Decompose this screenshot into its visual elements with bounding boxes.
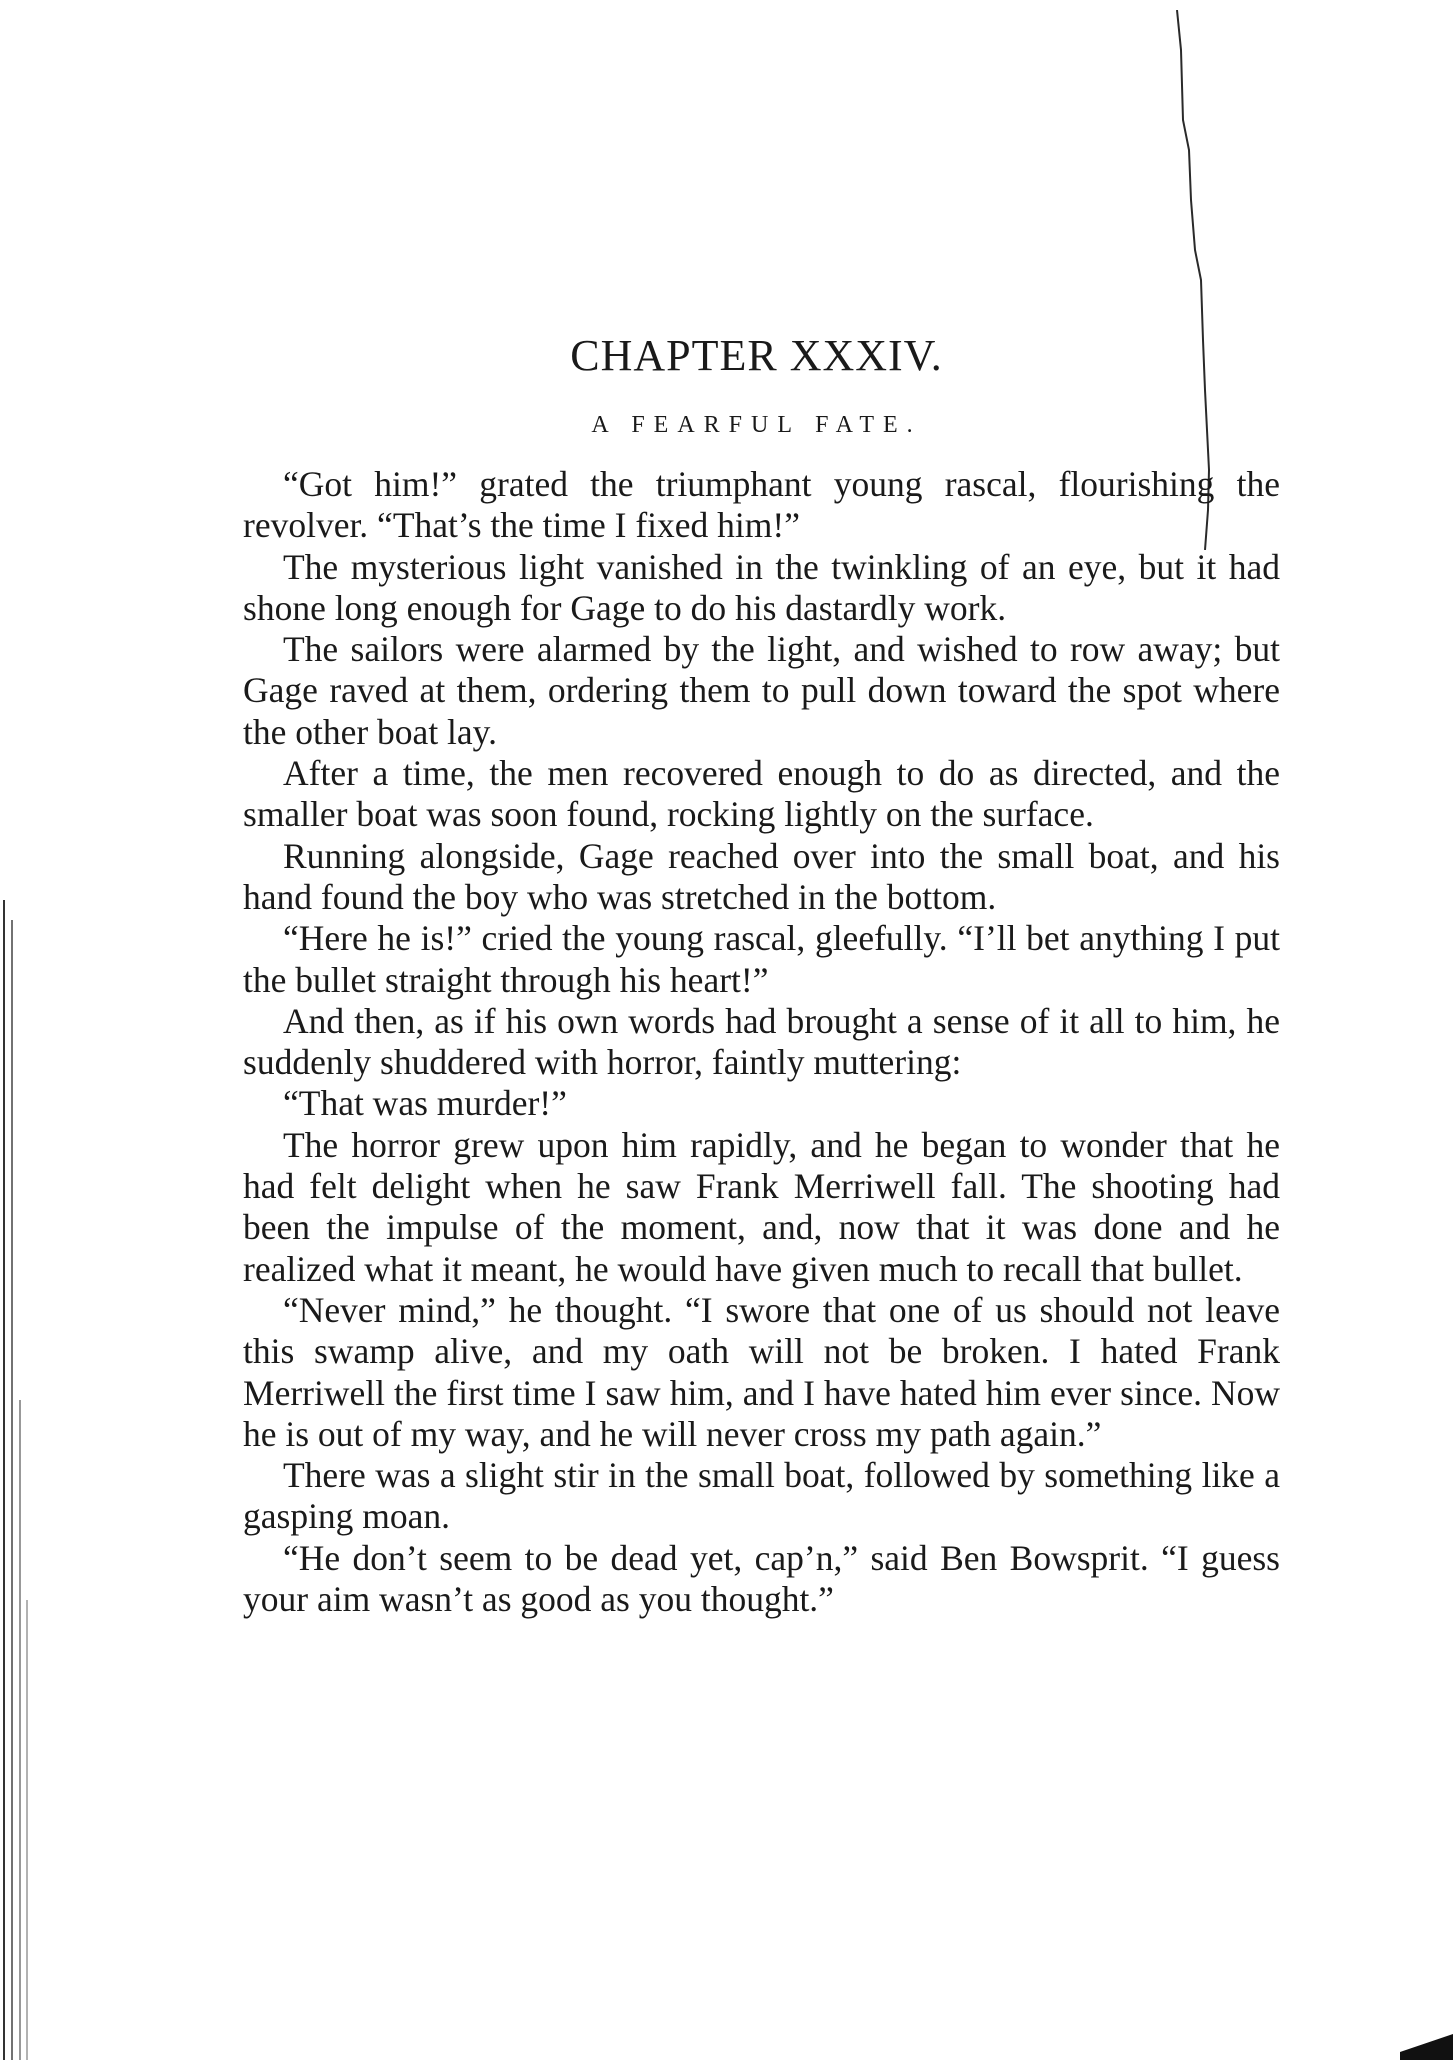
paragraph: “Got him!” grated the triumphant young rascal, flourishing the revolver. “That’s the time I fixed him!” [243, 464, 1280, 546]
scan-binding-edge [0, 900, 40, 2060]
chapter-subtitle: A FEARFUL FATE. [591, 412, 922, 438]
paragraph: After a time, the men recovered enough to do as directed, and the smaller boat was soon found, rocking lightly on the surface. [243, 753, 1280, 835]
paragraph: “That was murder!” [283, 1083, 567, 1124]
page-corner-mark [1390, 2020, 1453, 2060]
paragraph: The mysterious light vanished in the twinkling of an eye, but it had shone long enough for Gage to do his dastardly work. [243, 546, 1280, 628]
paragraph: The sailors were alarmed by the light, and wished to row away; but Gage raved at them, ordering them to pull down toward the spot where the other boat lay. [243, 629, 1280, 752]
paragraph: There was a slight stir in the small boat, followed by something like a gasping moan. [243, 1455, 1280, 1537]
paragraph: “Here he is!” cried the young rascal, gleefully. “I’ll bet anything I put the bullet straight through his heart!” [243, 918, 1280, 1000]
paragraph: And then, as if his own words had brought a sense of it all to him, he suddenly shuddered with horror, faintly muttering: [243, 1000, 1280, 1083]
chapter-heading: CHAPTER XXXIV. [570, 331, 943, 380]
paragraph: “He don’t seem to be dead yet, cap’n,” said Ben Bowsprit. “I guess your aim wasn’t as good as you thought.” [243, 1537, 1280, 1620]
paragraph: The horror grew upon him rapidly, and he began to wonder that he had felt delight when he saw Frank Merriwell fall. The shooting had been the impulse of the moment, and, now that it was done and he realized what it meant, he would have given much to recall that bullet. [243, 1124, 1280, 1289]
chapter-body [243, 464, 1280, 1620]
paragraph: Running alongside, Gage reached over into the small boat, and his hand found the boy who was stretched in the bottom. [243, 835, 1280, 917]
paragraph: “Never mind,” he thought. “I swore that one of us should not leave this swamp alive, and my oath will not be broken. I hated Frank Merriwell the first time I saw him, and I have hated him ever since. Now he is out of my way, and he will never cross my path again.” [243, 1289, 1280, 1454]
